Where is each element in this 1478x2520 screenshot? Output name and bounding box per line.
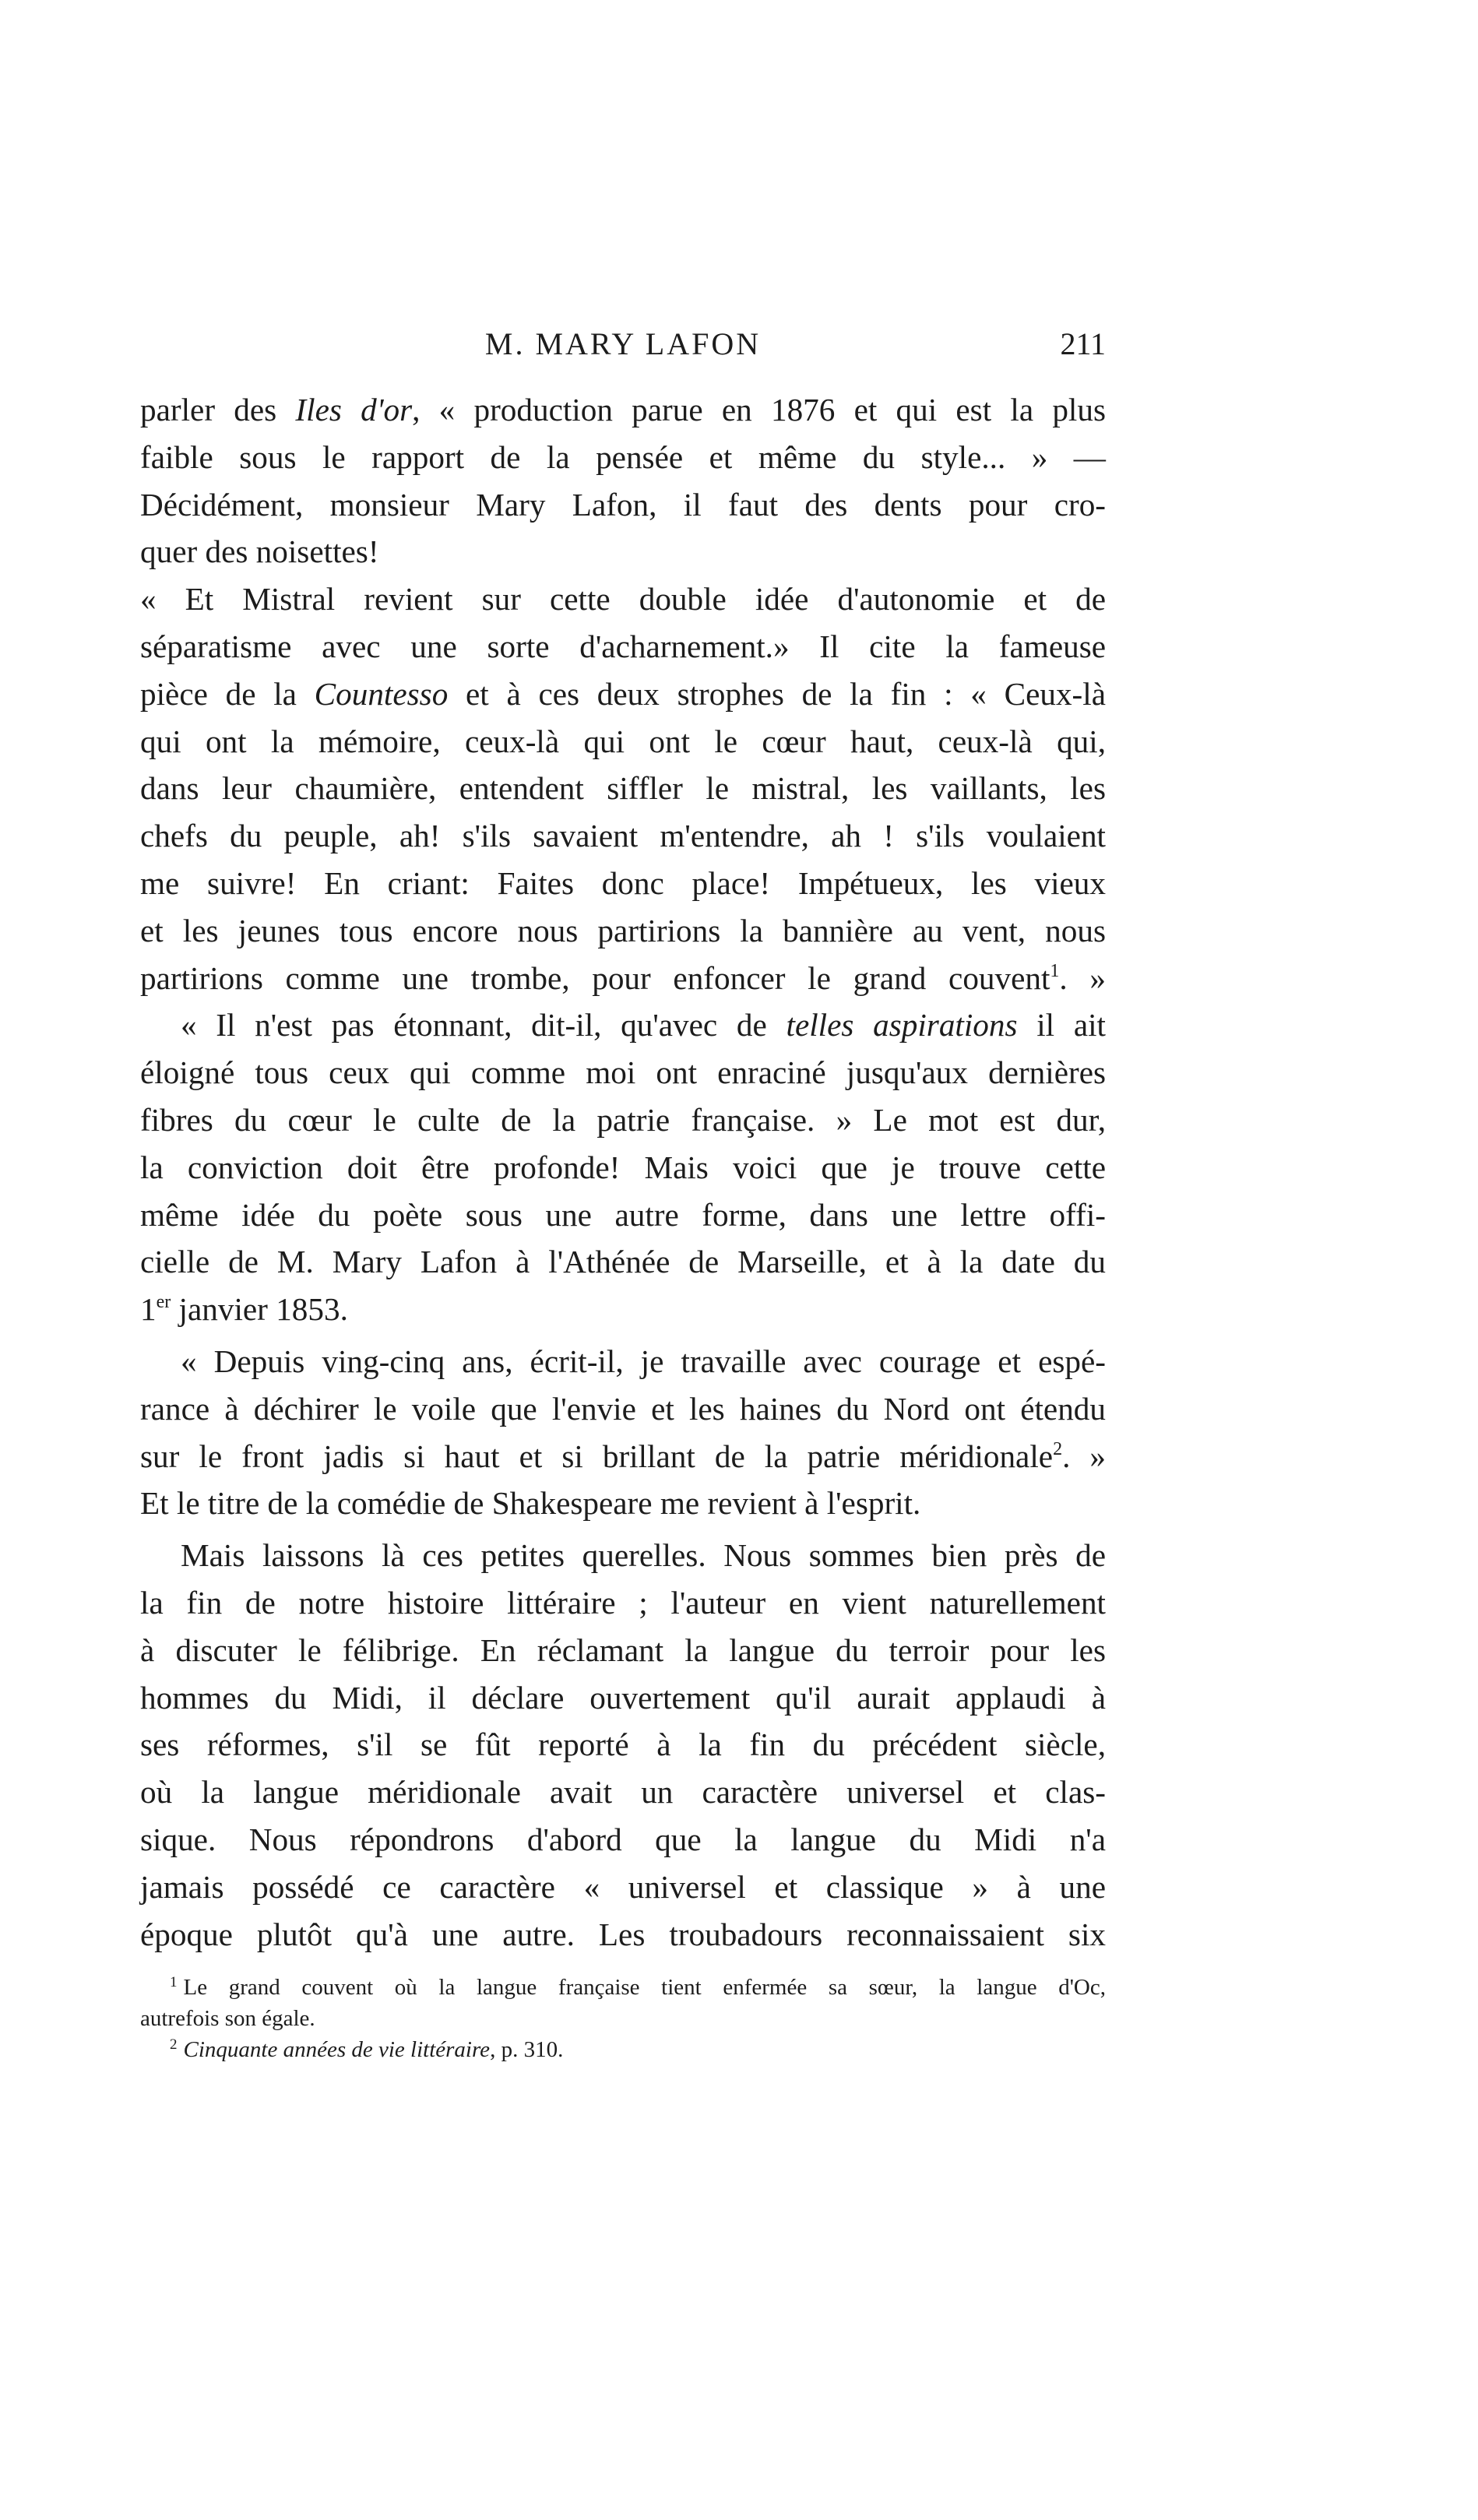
text-line: fibres du cœur le culte de la patrie française. » Le mot est dur, xyxy=(140,1101,1106,1138)
text-line: parler des Iles d'or, « production parue en 1876 et qui est la plus xyxy=(140,392,1107,428)
text-line: rance à déchirer le voile que l'envie et les haines du Nord ont étendu xyxy=(140,1390,1106,1427)
page-header xyxy=(140,326,1106,380)
body-text xyxy=(140,386,1106,1958)
text-line: « Depuis ving-cinq ans, écrit-il, je travaille avec courage et espé- xyxy=(181,1343,1106,1379)
running-title: M. MARY LAFON xyxy=(484,326,762,361)
text-line: Décidément, monsieur Mary Lafon, il faut des dents pour cro- xyxy=(140,486,1106,523)
text-line: séparatisme avec une sorte d'acharnement.» Il cite la fameuse xyxy=(140,628,1106,664)
text-line: 1er janvier 1853. xyxy=(140,1291,348,1328)
text-line: la fin de notre histoire littéraire ; l'auteur en vient naturellement xyxy=(140,1584,1106,1621)
text-line: Mais laissons là ces petites querelles. Nous sommes bien près de xyxy=(181,1537,1106,1574)
text-line: partirions comme une trombe, pour enfoncer le grand couvent$^1$. » xyxy=(140,959,1106,996)
footnote-mark: 1 xyxy=(170,1974,178,1990)
page-number: 211 xyxy=(1060,326,1106,361)
text-line: à discuter le félibrige. En réclamant la langue du terroir pour les xyxy=(140,1631,1106,1668)
text-line: sique. Nous répondrons d'abord que la langue du Midi n'a xyxy=(140,1821,1106,1857)
text-line: dans leur chaumière, entendent siffler le mistral, les vaillants, les xyxy=(140,770,1106,807)
text-line: « Il n'est pas étonnant, dit-il, qu'avec de telles aspirations il ait xyxy=(181,1007,1106,1044)
text-line: chefs du peuple, ah! s'ils savaient m'entendre, ah ! s'ils voulaient xyxy=(140,818,1106,854)
text-line: et les jeunes tous encore nous partirions la bannière au vent, nous xyxy=(140,912,1106,949)
footnote-continuation: autrefois son égale. xyxy=(140,2006,315,2031)
text-line: faible sous le rapport de la pensée et même du style... » — xyxy=(140,438,1106,475)
text-line: quer des noisettes! xyxy=(140,533,379,570)
footnotes xyxy=(140,1972,1106,2065)
text-line: ses réformes, s'il se fût reporté à la fin du précédent siècle, xyxy=(140,1726,1106,1763)
text-line: cielle de M. Mary Lafon à l'Athénée de Marseille, et à la date du xyxy=(140,1244,1106,1280)
text-line: où la langue méridionale avait un caractère universel et clas- xyxy=(140,1774,1106,1811)
text-line: pièce de la Countesso et à ces deux strophes de la fin : « Ceux-là xyxy=(140,675,1106,712)
text-line: sur le front jadis si haut et si brillant de la patrie méridionale$^2$. » xyxy=(140,1438,1106,1474)
text-line: me suivre! En criant: Faites donc place! Impétueux, les vieux xyxy=(140,864,1106,901)
text-line: « Et Mistral revient sur cette double idée d'autonomie et de xyxy=(140,581,1106,618)
text-line: époque plutôt qu'à une autre. Les troubadours reconnaissaient six xyxy=(140,1916,1106,1952)
text-line: même idée du poète sous une autre forme, dans une lettre offi- xyxy=(140,1196,1106,1233)
text-line: Et le titre de la comédie de Shakespeare me revient à l'esprit. xyxy=(140,1485,921,1522)
text-line: éloigné tous ceux qui comme moi ont enraciné jusqu'aux dernières xyxy=(140,1054,1106,1091)
text-line: qui ont la mémoire, ceux-là qui ont le cœur haut, ceux-là qui, xyxy=(140,723,1106,759)
footnote: $^1$ Le grand couvent où la langue française tient enfermée sa sœur, la langue d'Oc, xyxy=(170,1974,1106,2000)
text-line: jamais possédé ce caractère « universel et classique » à une xyxy=(140,1868,1106,1905)
text-line: hommes du Midi, il déclare ouvertement qu'il aurait applaudi à xyxy=(140,1679,1106,1716)
footnote: $^2$ Cinquante années de vie littéraire, p. 310. xyxy=(170,2036,564,2062)
footnote-mark: 2 xyxy=(170,2036,178,2053)
text-line: la conviction doit être profonde! Mais voici que je trouve cette xyxy=(140,1149,1106,1185)
